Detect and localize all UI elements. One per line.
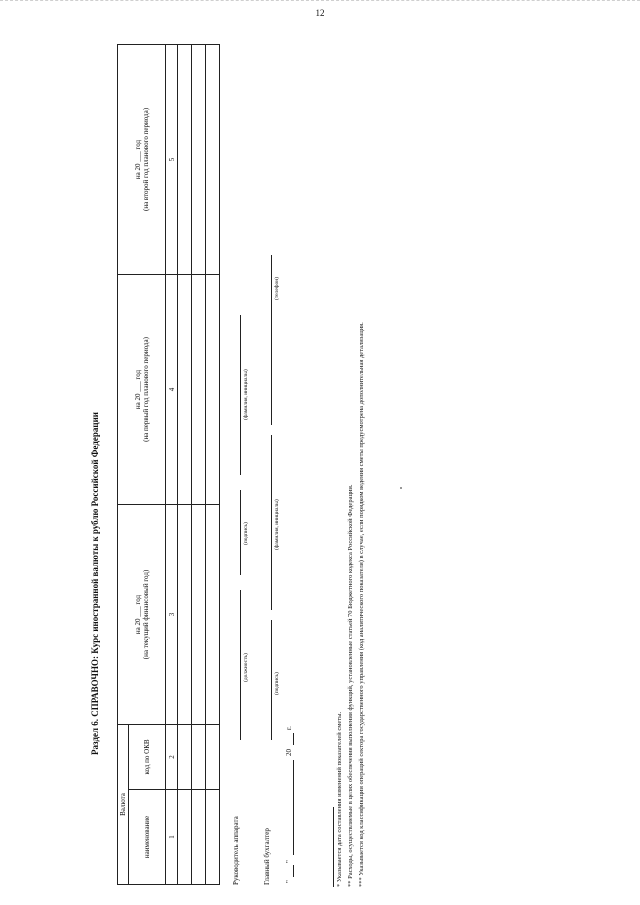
table-row [206,44,220,884]
column-number-5: 5 [166,44,178,274]
table-cell [206,790,220,885]
note-1: * Указывается дата составления изменений показателей сметы. [336,711,343,887]
header-plan-year-1 [118,274,166,504]
header-plan-year-2-title: на 20 ___ год [133,139,142,180]
table-cell [192,274,206,504]
head-name-line [239,315,241,475]
accountant-phone-line [270,255,272,425]
table-cell [206,274,220,504]
table-cell [192,44,206,274]
head-caption-position: (должность) [243,653,249,682]
column-number-4: 4 [166,274,178,504]
date-year-prefix: 20 [285,749,293,756]
date-open-quote: " [285,880,293,883]
table-cell [192,504,206,724]
accountant-label: Главный бухгалтер [263,828,271,885]
date-year-suffix: г. [285,726,293,730]
header-plan-year-1-note: (на первый год планового периода) [141,337,150,442]
head-caption-name: (фамилия, инициалы) [243,369,249,420]
exchange-rate-table [117,44,220,885]
table-cell [178,504,192,724]
column-number-3: 3 [166,504,178,724]
header-currency-code: код по ОКВ [129,724,166,789]
header-currency-name: наименование [129,790,166,885]
table-cell [206,504,220,724]
header-current-year-note: (на текущий финансовый год) [141,569,150,660]
date-year-line [292,733,294,745]
accountant-caption-name: (фамилия, инициалы) [274,499,280,550]
date-month-line [292,760,294,855]
section-title: Раздел 6. СПРАВОЧНО: Курс иностранной валюты к рублю Российской Федерации [90,412,100,755]
header-plan-year-1-title: на 20 ___ год [133,369,142,410]
table-cell [178,790,192,885]
table-cell [192,790,206,885]
header-current-year-title: на 20 ___ год [133,594,142,635]
table-row [192,44,206,884]
accountant-caption-phone: (телефон) [274,276,280,300]
scan-speck [400,487,402,489]
currency-header: Валюта [118,724,129,884]
table-cell [206,44,220,274]
rotated-sheet [10,15,630,895]
accountant-name-line [270,435,272,610]
column-number-1: 1 [166,790,178,885]
note-2: ** Расходы, осуществляемые в целях обеспечения выполнения функций, установленные статьей 70 Бюджетного кодекса Российской Федерации. [347,484,354,887]
table-cell [192,724,206,789]
date-close-quote: " [285,860,293,863]
table-cell [178,274,192,504]
header-current-year [118,504,166,724]
table-cell [206,724,220,789]
column-number-2: 2 [166,724,178,789]
head-signature-line [239,490,241,575]
page-number: 12 [315,8,325,18]
accountant-signature-line [270,620,272,740]
head-position-line [239,590,241,740]
accountant-caption-signature: (подпись) [274,672,280,695]
table-cell [178,724,192,789]
header-plan-year-2-note: (на второй год планового периода) [141,107,150,211]
top-dashed-edge [0,0,640,2]
table-row [178,44,192,884]
note-3: *** Указывается код классификации операций сектора государственного управления (код аналитического показателя) в случае, если порядком ведения сметы предусмотрена дополнительная детализация. [358,322,365,887]
date-day-line [292,865,294,877]
notes-separator [332,807,334,887]
head-caption-signature: (подпись) [243,522,249,545]
header-plan-year-2 [118,44,166,274]
head-label: Руководитель аппарата [232,816,240,885]
table-cell [178,44,192,274]
